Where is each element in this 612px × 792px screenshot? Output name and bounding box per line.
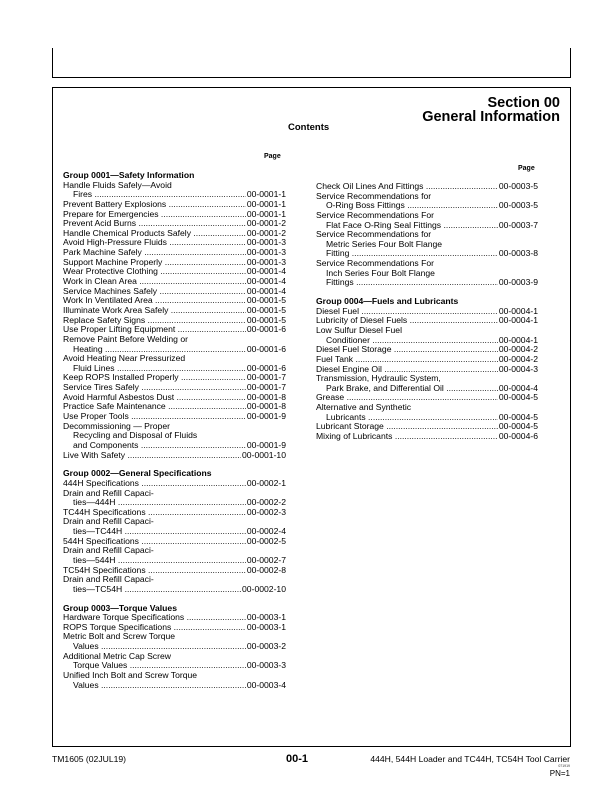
toc-entry-page: 00-0001-1	[246, 189, 286, 200]
toc-entry[interactable]	[316, 326, 538, 345]
toc-entry-page: 00-0001-1	[246, 198, 286, 209]
toc-entry-text: Service Recommendations For	[316, 209, 434, 220]
toc-entry-text: Values .....	[73, 681, 246, 691]
section-title: General Information	[422, 109, 560, 125]
toc-entry-page: 00-0004-1	[498, 305, 538, 316]
toc-group-title: Group 0003—Torque Values	[63, 602, 177, 613]
toc-entry-page: 00-0002-1	[246, 477, 286, 488]
toc-entry-page: 00-0001-5	[246, 314, 286, 325]
toc-entry-text: Live With Safety .....	[63, 451, 241, 461]
toc-entry-page: 00-0001-4	[246, 266, 286, 277]
toc-entry-text: Park Machine Safely .....	[63, 248, 246, 258]
section-number: Section 00	[487, 95, 560, 111]
toc-entry[interactable]	[316, 192, 538, 211]
toc-entry-page: 00-0001-3	[246, 247, 286, 258]
toc-entry-text: Remove Paint Before Welding or	[63, 333, 188, 344]
toc-entry-text: Lubricity of Diesel Fuels .....	[316, 316, 498, 326]
toc-entry-text: Mixing of Lubricants .....	[316, 432, 498, 442]
toc-entry-text: Prevent Acid Burns .....	[63, 219, 246, 229]
toc-entry-page: 00-0004-5	[498, 411, 538, 422]
toc-entry-text: Heating .....	[73, 345, 246, 355]
toc-entry-text: Keep ROPS Installed Properly .....	[63, 373, 246, 383]
toc-entry-page: 00-0004-1	[498, 315, 538, 326]
footer-code: 071919	[558, 764, 570, 768]
toc-entry-page: 00-0002-10	[242, 583, 286, 594]
toc-entry[interactable]	[63, 517, 286, 536]
toc-entry-text: Wear Protective Clothing .....	[63, 267, 246, 277]
toc-entry-text: Transmission, Hydraulic System,	[316, 373, 441, 384]
toc-group	[316, 182, 538, 288]
toc-entry-text: Lubricant Storage .....	[316, 422, 498, 432]
toc-entry-text: Service Recommendations For	[316, 258, 434, 269]
toc-group-title: Group 0001—Safety Information	[63, 170, 195, 180]
toc-group-title: Group 0004—Fuels and Lubricants	[316, 296, 459, 307]
toc-entry-text: ties—TC54H .....	[73, 585, 241, 595]
toc-entry-text: Hardware Torque Specifications .....	[63, 613, 246, 623]
toc-entry-text: O-Ring Boss Fittings .....	[326, 201, 498, 211]
toc-entry[interactable]	[63, 489, 286, 508]
toc-entry-page: 00-0001-3	[246, 256, 286, 267]
toc-entry-text: Practice Safe Maintenance .....	[63, 402, 246, 412]
toc-entry-page: 00-0003-7	[498, 219, 538, 230]
toc-entry-text: Conditioner .....	[326, 336, 498, 346]
toc-entry-text: Alternative and Synthetic	[316, 402, 412, 413]
toc-entry-page: 00-0001-9	[246, 439, 286, 450]
toc-entry-page: 00-0001-8	[246, 401, 286, 412]
toc-entry-text: Recycling and Disposal of Fluids	[73, 430, 198, 441]
toc-entry-page: 00-0002-3	[246, 506, 286, 517]
toc-entry-page: 00-0004-2	[498, 344, 538, 355]
toc-entry-text: Avoid Heating Near Pressurized	[63, 353, 186, 364]
toc-entry-page: 00-0004-2	[498, 353, 538, 364]
toc-entry-page: 00-0001-4	[246, 285, 286, 296]
toc-entry-page: 00-0001-1	[246, 208, 286, 219]
toc-entry-text: TC44H Specifications .....	[63, 508, 246, 518]
toc-entry-text: Park Brake, and Differential Oil .....	[326, 384, 498, 394]
toc-entry-text: Avoid Harmful Asbestos Dust .....	[63, 393, 246, 403]
toc-entry[interactable]	[63, 546, 286, 565]
toc-entry-text: Fluid Lines .....	[73, 364, 246, 374]
toc-entry[interactable]	[316, 230, 538, 259]
toc-entry-text: Diesel Fuel Storage .....	[316, 345, 498, 355]
toc-entry-page: 00-0004-1	[498, 334, 538, 345]
toc-entry-text: Service Recommendations for	[316, 229, 432, 240]
toc-entry[interactable]	[63, 181, 286, 200]
toc-entry-text: Grease .....	[316, 393, 498, 403]
page-column-header-left: Page	[264, 153, 281, 160]
toc-entry-page: 00-0002-8	[246, 564, 286, 575]
toc-entry-text: Work in Clean Area .....	[63, 277, 246, 287]
toc-entry-text: Fittings .....	[326, 278, 498, 288]
toc-entry-page: 00-0001-4	[246, 276, 286, 287]
toc-entry-page: 00-0002-5	[246, 535, 286, 546]
toc-entry-page: 00-0001-8	[246, 391, 286, 402]
toc-entry-text: Prepare for Emergencies .....	[63, 210, 246, 220]
toc-entry-text: Diesel Engine Oil .....	[316, 365, 498, 375]
toc-entry-text: Replace Safety Signs .....	[63, 316, 246, 326]
toc-group	[316, 297, 538, 442]
toc-entry-page: 00-0001-2	[246, 227, 286, 238]
page-column-header-right: Page	[518, 165, 535, 172]
toc-entry-text: Flat Face O-Ring Seal Fittings .....	[326, 221, 498, 231]
toc-entry-text: Prevent Battery Explosions .....	[63, 200, 246, 210]
page-number: 00-1	[286, 753, 309, 765]
toc-group	[63, 171, 286, 460]
toc-entry-page: 00-0004-6	[498, 431, 538, 442]
toc-entry-text: Handle Fluids Safely—Avoid	[63, 179, 172, 190]
toc-entry-text: Drain and Refill Capaci-	[63, 487, 154, 498]
toc-entry[interactable]	[316, 432, 538, 442]
toc-entry-text: and Components .....	[73, 441, 246, 451]
toc-entry-text: TC54H Specifications .....	[63, 566, 246, 576]
toc-entry-text: Low Sulfur Diesel Fuel	[316, 324, 402, 335]
toc-entry[interactable]	[316, 259, 538, 288]
toc-entry[interactable]	[63, 335, 286, 354]
toc-entry[interactable]	[63, 422, 286, 451]
toc-left-column	[63, 171, 286, 690]
toc-entry-text: Drain and Refill Capaci-	[63, 574, 154, 585]
toc-entry[interactable]	[63, 632, 286, 651]
toc-entry-page: 00-0002-4	[246, 526, 286, 537]
toc-entry[interactable]	[316, 211, 538, 230]
toc-entry-text: Check Oil Lines And Fittings .....	[316, 182, 498, 192]
contents-heading: Contents	[288, 122, 330, 133]
toc-entry-text: Values .....	[73, 642, 246, 652]
toc-entry-text: Metric Series Four Bolt Flange	[326, 238, 443, 249]
toc-group-title: Group 0002—General Specifications	[63, 468, 212, 479]
toc-entry-text: Drain and Refill Capaci-	[63, 545, 154, 556]
toc-entry-page: 00-0003-1	[246, 612, 286, 623]
toc-entry[interactable]	[63, 451, 286, 461]
toc-entry-text: Metric Bolt and Screw Torque	[63, 631, 176, 642]
toc-entry-text: Unified Inch Bolt and Screw Torque	[63, 670, 198, 681]
toc-entry-text: Diesel Fuel .....	[316, 307, 498, 317]
toc-entry-page: 00-0001-3	[246, 237, 286, 248]
manual-title: 444H, 544H Loader and TC44H, TC54H Tool Carrier	[370, 754, 570, 764]
toc-entry-text: Service Machines Safely .....	[63, 287, 246, 297]
toc-entry-page: 00-0001-10	[242, 449, 286, 460]
toc-entry-text: Service Tires Safely .....	[63, 383, 246, 393]
toc-entry-text: Handle Chemical Products Safely .....	[63, 229, 246, 239]
toc-entry[interactable]	[63, 575, 286, 594]
toc-entry-text: Illuminate Work Area Safely .....	[63, 306, 246, 316]
toc-entry[interactable]	[316, 374, 538, 393]
toc-entry-text: Decommissioning — Proper	[63, 420, 170, 431]
toc-entry-text: 444H Specifications .....	[63, 479, 246, 489]
toc-entry-text: Additional Metric Cap Screw	[63, 650, 171, 661]
toc-entry[interactable]	[316, 403, 538, 422]
toc-entry-text: Torque Values .....	[73, 661, 246, 671]
toc-entry-text: Work In Ventilated Area .....	[63, 296, 246, 306]
toc-entry-page: 00-0004-5	[498, 392, 538, 403]
toc-entry-page: 00-0003-1	[246, 621, 286, 632]
toc-entry-text: Avoid High-Pressure Fluids .....	[63, 238, 246, 248]
toc-entry-page: 00-0001-2	[246, 218, 286, 229]
toc-entry[interactable]	[63, 354, 286, 373]
toc-entry-text: ROPS Torque Specifications .....	[63, 623, 246, 633]
toc-entry-text: Fires .....	[73, 190, 246, 200]
toc-entry-page: 00-0003-8	[498, 248, 538, 259]
toc-entry-text: ties—444H .....	[73, 498, 246, 508]
toc-entry-page: 00-0003-5	[498, 181, 538, 191]
toc-entry-text: 544H Specifications .....	[63, 537, 246, 547]
toc-entry-text: Fitting .....	[326, 249, 498, 259]
toc-entry-page: 00-0001-7	[246, 372, 286, 383]
toc-entry-page: 00-0001-5	[246, 295, 286, 306]
toc-entry[interactable]	[63, 652, 286, 671]
toc-entry-page: 00-0001-7	[246, 382, 286, 393]
toc-entry-page: 00-0001-6	[246, 362, 286, 373]
toc-entry-page: 00-0002-7	[246, 554, 286, 565]
toc-entry-page: 00-0003-9	[498, 277, 538, 288]
toc-entry-page: 00-0001-9	[246, 411, 286, 422]
toc-group	[63, 469, 286, 594]
toc-entry-text: Use Proper Lifting Equipment .....	[63, 325, 246, 335]
toc-entry-page: 00-0003-2	[246, 641, 286, 652]
toc-entry-text: ties—544H .....	[73, 556, 246, 566]
toc-entry[interactable]	[63, 671, 286, 690]
toc-entry-page: 00-0001-5	[246, 304, 286, 315]
toc-entry-page: 00-0003-4	[246, 679, 286, 690]
toc-entry-page: 00-0001-6	[246, 324, 286, 335]
toc-entry-text: Inch Series Four Bolt Flange	[326, 267, 435, 278]
toc-entry-text: Service Recommendations for	[316, 190, 432, 201]
toc-entry-page: 00-0001-6	[246, 343, 286, 354]
toc-entry-text: Support Machine Properly .....	[63, 258, 246, 268]
manual-id: TM1605 (02JUL19)	[52, 754, 127, 764]
pn-label: PN=1	[549, 769, 570, 778]
top-tab-box	[52, 48, 571, 78]
toc-entry-text: Drain and Refill Capaci-	[63, 516, 154, 527]
toc-entry-page: 00-0004-4	[498, 382, 538, 393]
toc-entry-page: 00-0003-5	[498, 200, 538, 211]
toc-entry-text: ties—TC44H .....	[73, 527, 246, 537]
toc-entry-text: Fuel Tank .....	[316, 355, 498, 365]
toc-group	[63, 604, 286, 691]
toc-entry-page: 00-0002-2	[246, 497, 286, 508]
toc-entry-page: 00-0004-3	[498, 363, 538, 374]
toc-entry-page: 00-0003-3	[246, 660, 286, 671]
toc-right-column	[316, 182, 538, 442]
toc-entry-text: Lubricants .....	[326, 413, 498, 423]
toc-entry-page: 00-0004-5	[498, 421, 538, 432]
toc-entry-text: Use Proper Tools .....	[63, 412, 246, 422]
